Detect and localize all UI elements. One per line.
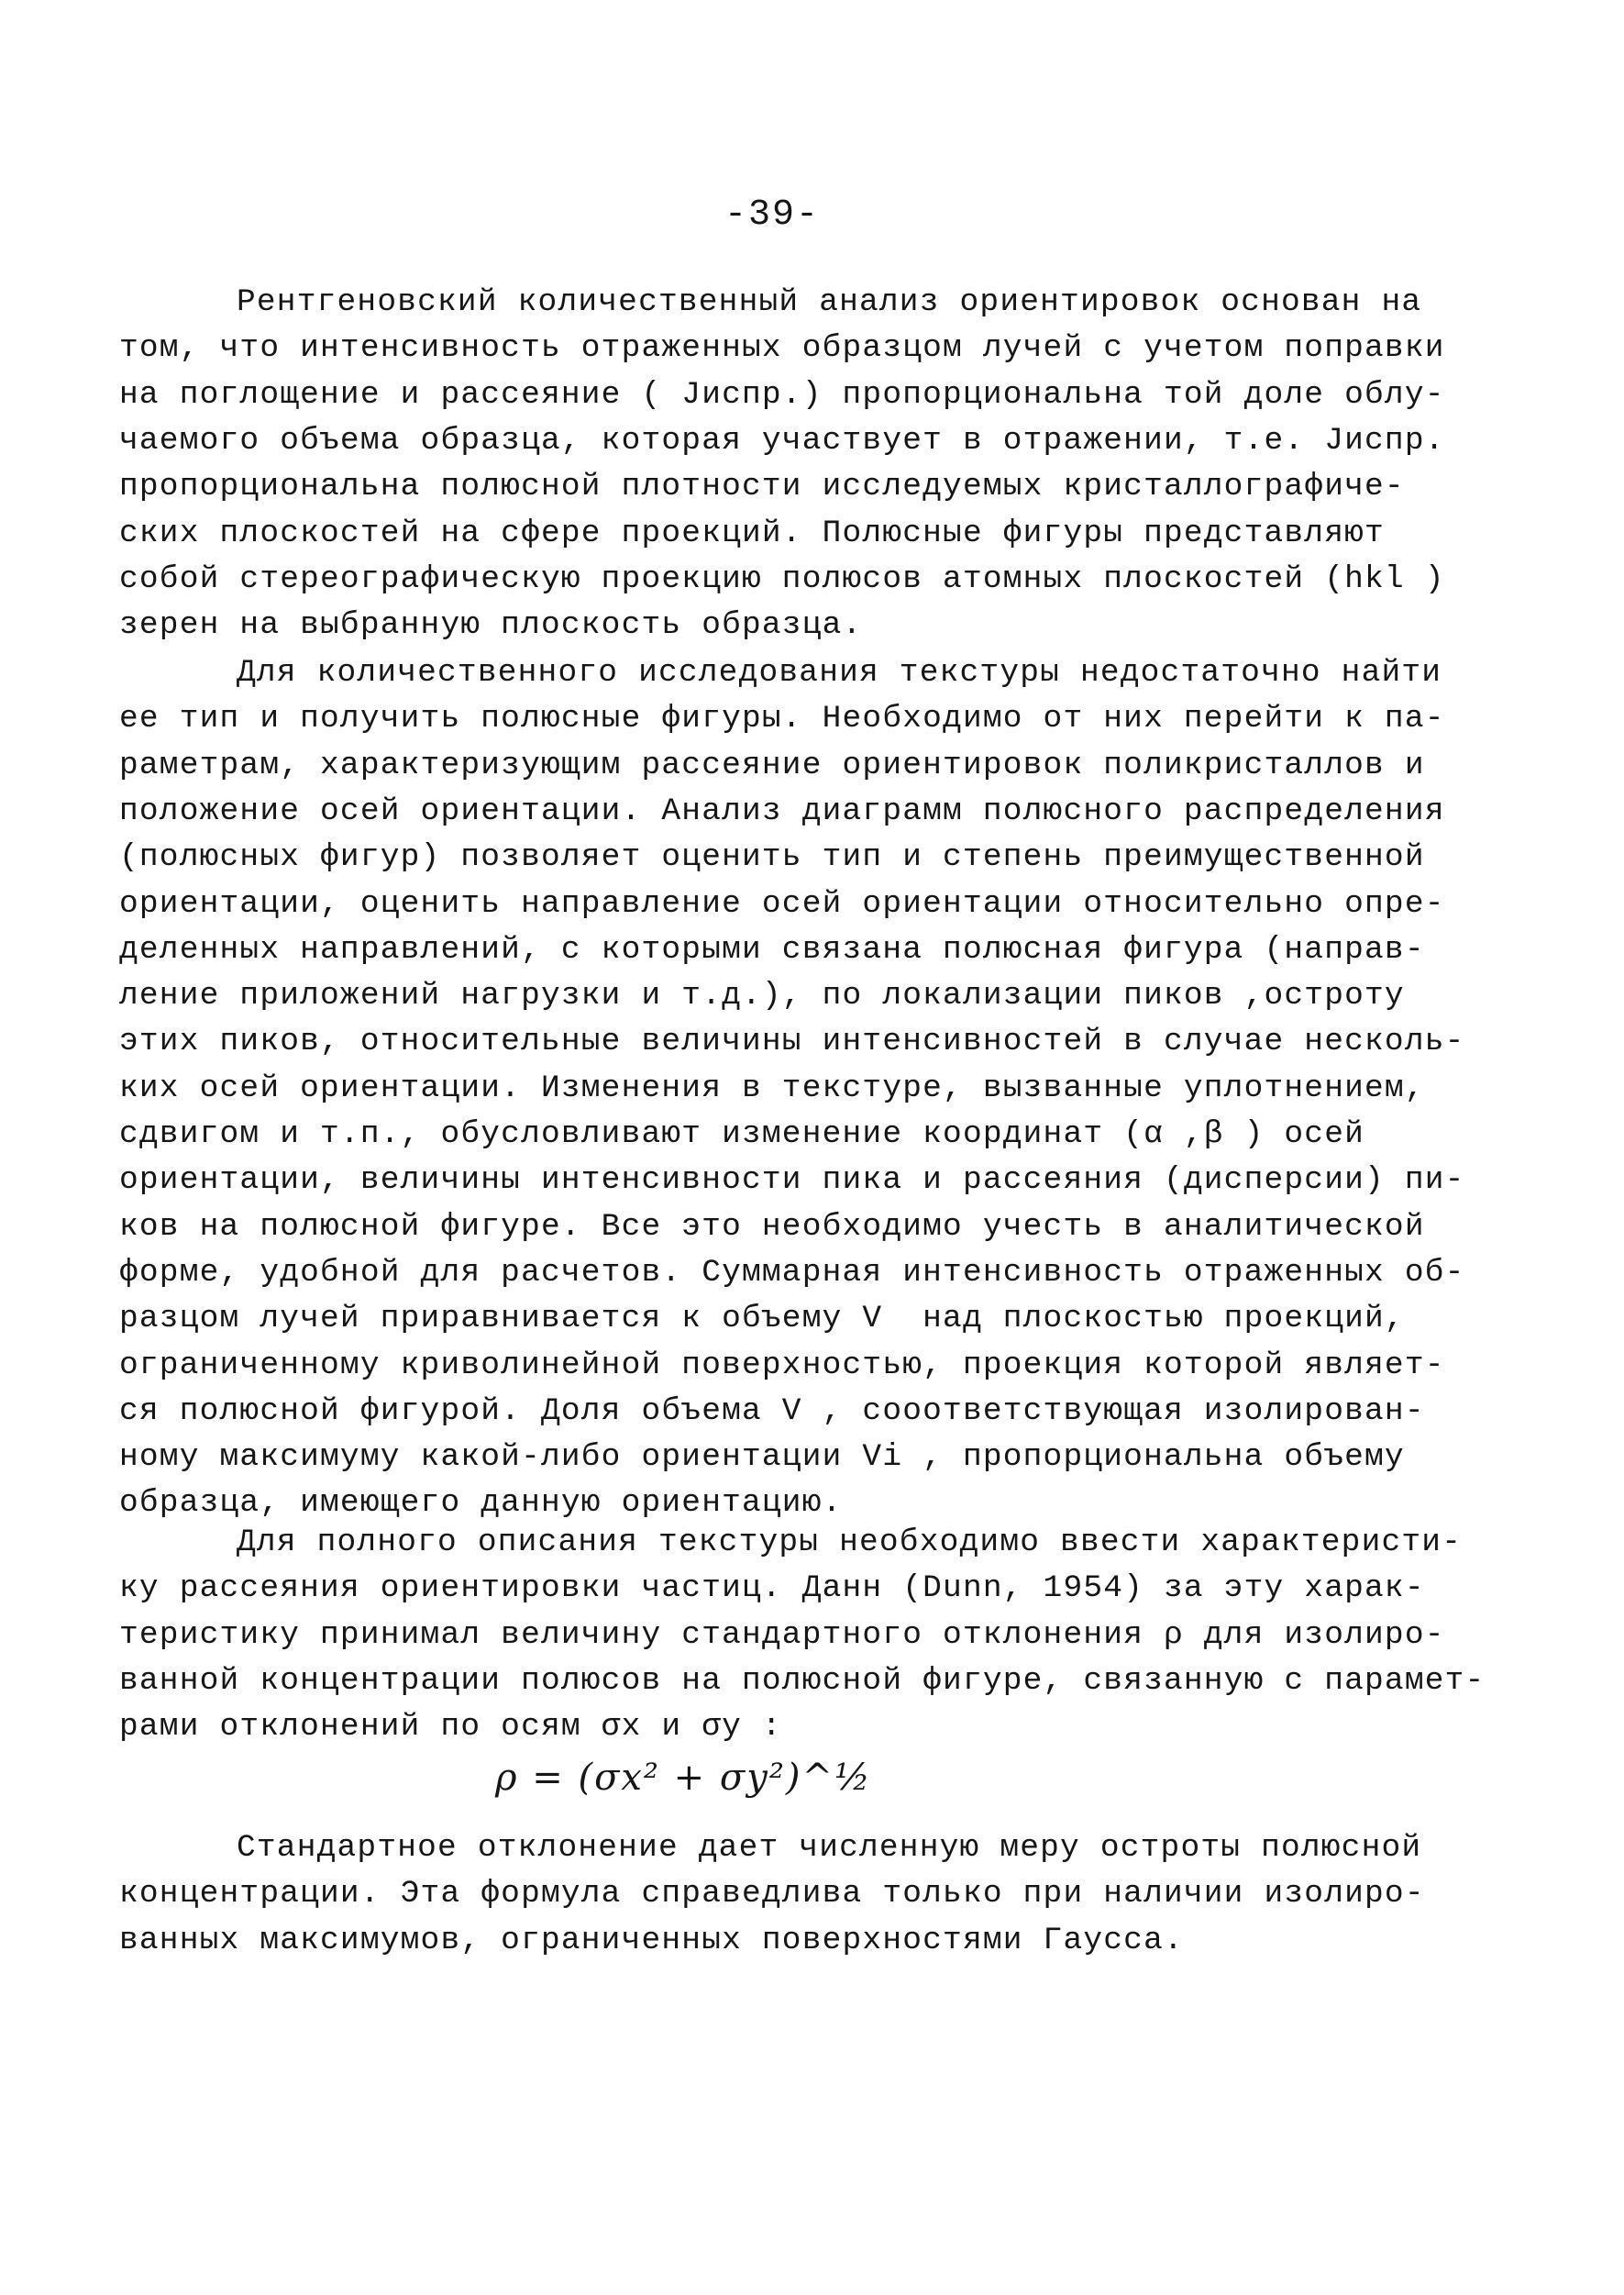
text-line: ориентации, величины интенсивности пика и рассеяния (дисперсии) пи- [119, 1162, 1465, 1199]
text-line: ному максимуму какой-либо ориентации Vi , пропорциональна объему [119, 1439, 1405, 1476]
text-line: ку рассеяния ориентировки частиц. Данн (Dunn, 1954) за эту харак- [119, 1570, 1425, 1607]
text-line: ков на полюсной фигуре. Все это необходимо учесть в аналитической [119, 1208, 1425, 1245]
text-line: рами отклонений по осям σx и σy : [119, 1709, 782, 1746]
text-line: Рентгеновский количественный анализ ориентировок основан на [237, 284, 1422, 320]
text-line: разцом лучей приравнивается к объему V над плоскостью проекций, [119, 1301, 1405, 1337]
text-line: ванной концентрации полюсов на полюсной фигуре, связанную с парамет- [119, 1662, 1486, 1699]
text-line: этих пиков, относительные величины интенсивностей в случае несколь- [119, 1024, 1465, 1060]
text-line: ее тип и получить полюсные фигуры. Необходимо от них перейти к па- [119, 701, 1445, 737]
formula: ρ = (σx² + σy²)^½ [495, 1757, 872, 1799]
text-line: Стандартное отклонение дает численную меру остроты полюсной [237, 1830, 1422, 1866]
text-line: собой стереографическую проекцию полюсов атомных плоскостей (hkl ) [119, 560, 1445, 597]
text-line: ванных максимумов, ограниченных поверхностями Гаусса. [119, 1922, 1184, 1958]
text-line: ограниченному криволинейной поверхностью, проекция которой являет- [119, 1347, 1445, 1383]
text-line: теристику принимал величину стандартного отклонения ρ для изолиро- [119, 1616, 1445, 1653]
text-line: деленных направлений, с которыми связана полюсная фигура (направ- [119, 931, 1425, 968]
text-line: сдвигом и т.п., обусловливают изменение координат (α ,β ) осей [119, 1116, 1365, 1152]
text-line: (полюсных фигур) позволяет оценить тип и степень преимущественной [119, 839, 1425, 876]
text-line: ориентации, оценить направление осей ориентации относительно опре- [119, 885, 1445, 922]
text-line: том, что интенсивность отраженных образцом лучей с учетом поправки [119, 330, 1445, 367]
text-line: раметрам, характеризующим рассеяние ориентировок поликристаллов и [119, 747, 1425, 783]
text-line: ся полюсной фигурой. Доля объема V , сооответствующая изолирован- [119, 1392, 1425, 1429]
text-line: ких осей ориентации. Изменения в текстуре, вызванные уплотнением, [119, 1070, 1425, 1106]
text-line: чаемого объема образца, которая участвует в отражении, т.е. Jиспр. [119, 422, 1445, 459]
page-number: -39- [724, 194, 821, 236]
text-line: форме, удобной для расчетов. Суммарная интенсивность отраженных об- [119, 1254, 1465, 1291]
text-line: ских плоскостей на сфере проекций. Полюсные фигуры представляют [119, 515, 1385, 551]
text-line: зерен на выбранную плоскость образца. [119, 607, 863, 644]
text-line: концентрации. Эта формула справедлива только при наличии изолиро- [119, 1876, 1425, 1912]
text-line: Для количественного исследования текстуры недостаточно найти [237, 655, 1442, 691]
text-line: на поглощение и рассеяние ( Jиспр.) пропорциональна той доле облу- [119, 376, 1445, 413]
text-line: Для полного описания текстуры необходимо ввести характеристи- [237, 1524, 1463, 1560]
text-line: образца, имеющего данную ориентацию. [119, 1485, 843, 1522]
text-line: пропорциональна полюсной плотности исследуемых кристаллографиче- [119, 469, 1405, 505]
text-line: положение осей ориентации. Анализ диаграмм полюсного распределения [119, 793, 1445, 829]
text-line: ление приложений нагрузки и т.д.), по локализации пиков ,остроту [119, 978, 1405, 1014]
